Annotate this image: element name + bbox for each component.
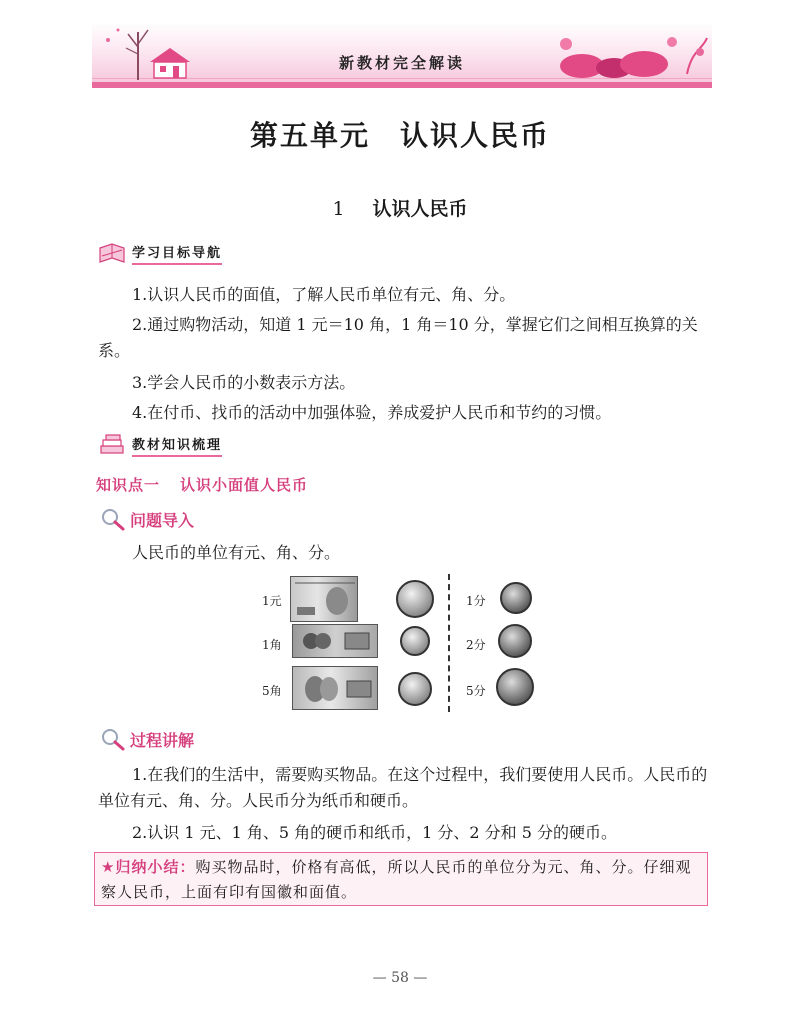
money-figure	[262, 572, 552, 712]
magnifier-icon	[100, 507, 126, 531]
goals-heading-label: 学习目标导航	[132, 242, 222, 265]
coin-1-yuan	[396, 580, 434, 618]
header-bottom-bar	[92, 82, 712, 88]
process-item-1: 1.在我们的生活中，需要购买物品。在这个过程中，我们要使用人民币。人民币的单位有元、角、分。人民币分为纸币和硬币。	[98, 765, 708, 810]
goal-item-4: 4.在付币、找币的活动中加强体验，养成爱护人民币和节约的习惯。	[132, 403, 612, 422]
goal-item-3: 3.学会人民币的小数表示方法。	[132, 373, 356, 392]
book-icon	[98, 242, 126, 264]
process-label: 过程讲解	[130, 730, 195, 750]
goal-item-2: 2.通过购物活动，知道 1 元＝10 角，1 角＝10 分，掌握它们之间相互换算的关系。	[98, 315, 698, 360]
money-label-5fen: 5分	[466, 684, 486, 698]
knowledge-heading-label: 教材知识梳理	[132, 434, 222, 457]
magnifier-icon	[100, 727, 126, 751]
process-item-2: 2.认识 1 元、1 角、5 角的硬币和纸币，1 分、2 分和 5 分的硬币。	[132, 823, 618, 842]
figure-divider	[448, 574, 450, 712]
knowledge-point-label: 知识点一	[96, 476, 161, 494]
money-label-1fen: 1分	[466, 594, 486, 608]
header-title: 新教材完全解读	[338, 54, 465, 72]
coin-1-fen	[500, 582, 532, 614]
goal-item-1: 1.认识人民币的面值，了解人民币单位有元、角、分。	[132, 285, 516, 304]
banknote-1-yuan-art	[291, 577, 358, 622]
money-label-5jiao: 5角	[262, 684, 282, 698]
money-label-1jiao: 1角	[262, 638, 282, 652]
banknote-1-jiao-art	[293, 625, 378, 658]
summary-tag: ★归纳小结：	[101, 858, 196, 876]
knowledge-point-title	[96, 474, 308, 495]
page-number: — 58 —	[372, 970, 428, 986]
process-heading	[100, 726, 194, 752]
books-stack-icon	[98, 434, 126, 456]
lesson-title-text: 认识人民币	[372, 198, 468, 220]
banknote-5-jiao	[292, 666, 378, 710]
question-intro-label: 问题导入	[130, 510, 195, 530]
page-header	[92, 22, 712, 88]
banknote-5-jiao-art	[293, 667, 378, 710]
coin-5-fen	[496, 668, 534, 706]
knowledge-point-text: 认识小面值人民币	[180, 476, 309, 494]
goals-heading	[98, 240, 222, 266]
coin-1-jiao	[400, 626, 430, 656]
question-intro-heading	[100, 506, 194, 532]
lesson-title	[0, 194, 800, 221]
flower-cloud-illustration	[522, 30, 712, 82]
banknote-1-jiao	[292, 624, 378, 658]
money-label-2fen: 2分	[466, 638, 486, 652]
summary-box	[94, 852, 708, 906]
knowledge-heading	[98, 432, 222, 458]
unit-title: 第五单元 认识人民币	[249, 119, 550, 152]
coin-5-jiao	[398, 672, 432, 706]
lesson-number: 1	[332, 198, 345, 220]
coin-2-fen	[498, 624, 532, 658]
summary-text: 购买物品时，价格有高低，所以人民币的单位分为元、角、分。仔细观察人民币，上面有印有国徽和面值。	[101, 858, 692, 901]
banknote-1-yuan	[290, 576, 358, 622]
question-intro-text: 人民币的单位有元、角、分。	[132, 543, 341, 562]
money-label-1yuan: 1元	[262, 594, 282, 608]
